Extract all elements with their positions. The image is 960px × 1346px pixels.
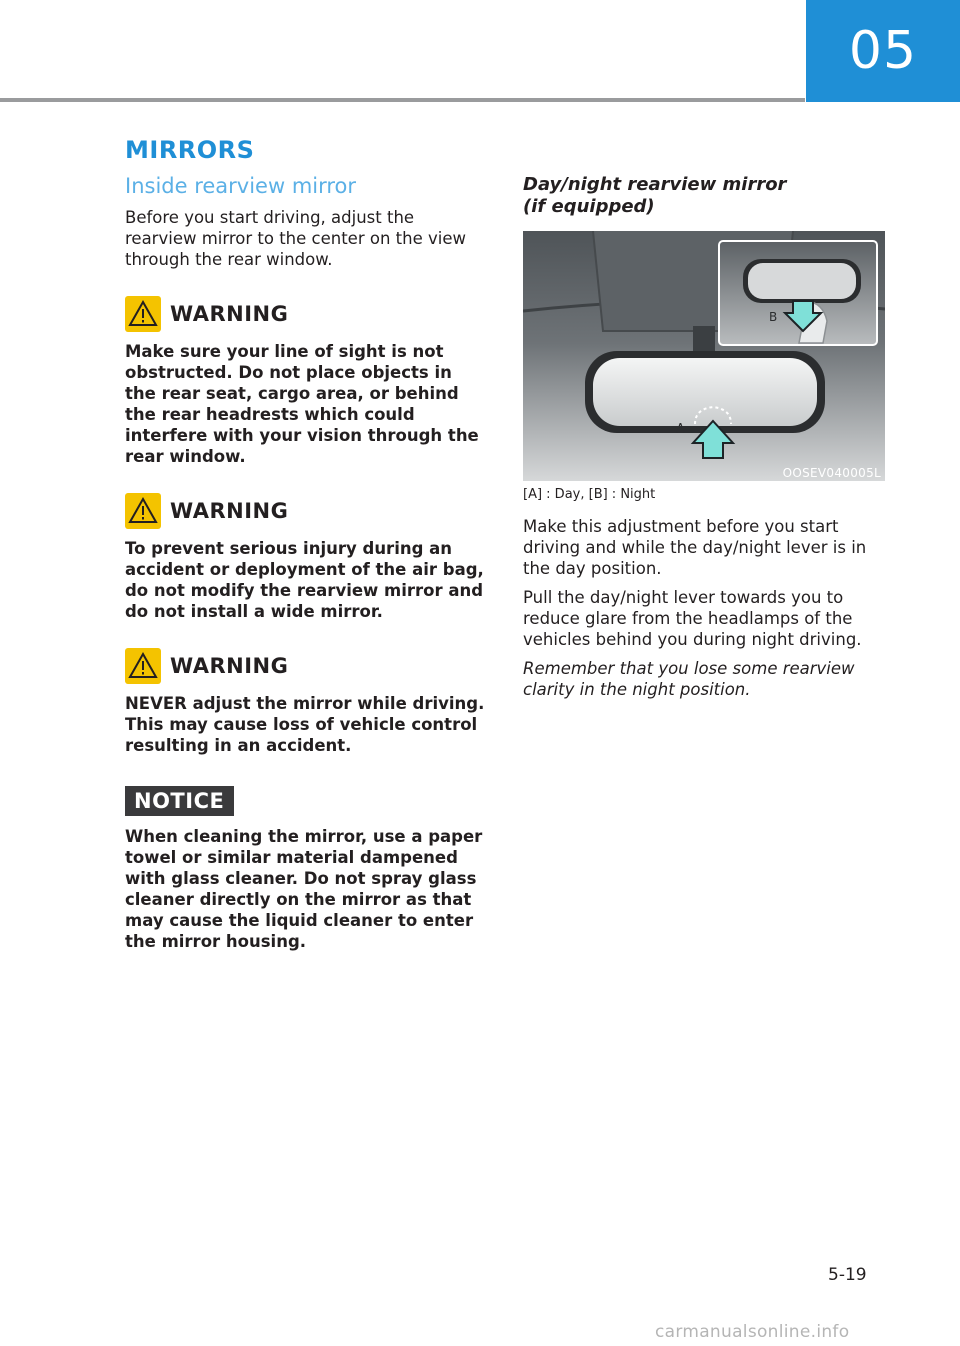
warning-text: Make sure your line of sight is not obstructed. Do not place objects in the rear seat, cargo area, or behind the rear headrests which could interfere with your vision through the rear window. [125, 342, 479, 466]
mirror-illustration [523, 231, 885, 481]
section-title: MIRRORS [125, 136, 255, 164]
chapter-number: 05 [848, 21, 918, 81]
warning-text: NEVER adjust the mirror while driving. This may cause loss of vehicle control resulting in an accident. [125, 694, 485, 755]
warning-label: WARNING [170, 654, 289, 678]
warning-block-2 [125, 493, 485, 622]
warning-triangle-icon [125, 493, 161, 529]
day-night-para-2: Pull the day/night lever towards you to reduce glare from the headlamps of the vehicles behind you during night driving. [523, 588, 862, 649]
warning-block-1 [125, 296, 485, 467]
warning-label: WARNING [170, 499, 289, 523]
notice-text: When cleaning the mirror, use a paper towel or similar material dampened with glass cleaner. Do not spray glass cleaner directly on the mirror as that may cause the liquid cleaner to enter the mirror housing. [125, 827, 483, 951]
day-night-heading [523, 174, 888, 218]
warning-label: WARNING [170, 302, 289, 326]
day-night-para-3: Remember that you lose some rearview clarity in the night position. [523, 659, 855, 699]
day-night-heading-line2: (if equipped) [523, 196, 655, 217]
inside-mirror-intro: Before you start driving, adjust the rearview mirror to the center on the view through the rear window. [125, 208, 466, 269]
notice-label: NOTICE [125, 786, 234, 816]
warning-triangle-icon [125, 296, 161, 332]
warning-block-3 [125, 648, 485, 756]
day-night-para-1: Make this adjustment before you start driving and while the day/night lever is in the day position. [523, 517, 867, 578]
figure-code: OOSEV040005L [782, 466, 881, 480]
figure-caption: [A] : Day, [B] : Night [523, 487, 656, 502]
mirror-illustration-svg [523, 231, 885, 481]
left-column [125, 172, 485, 952]
chapter-tab [806, 0, 960, 102]
inside-mirror-heading: Inside rearview mirror [125, 174, 357, 198]
day-night-heading-line1: Day/night rearview mirror [523, 174, 787, 195]
warning-text: To prevent serious injury during an accident or deployment of the air bag, do not modify the rearview mirror and do not install a wide mirror. [125, 539, 484, 621]
warning-triangle-icon [125, 648, 161, 684]
right-column [523, 172, 888, 700]
label-a: A [676, 422, 685, 437]
page-number: 5-19 [828, 1265, 867, 1285]
watermark-link[interactable]: carmanualsonline.info [655, 1322, 850, 1342]
label-b: B [769, 310, 778, 324]
header-rule [0, 98, 805, 102]
notice-block [125, 756, 485, 952]
